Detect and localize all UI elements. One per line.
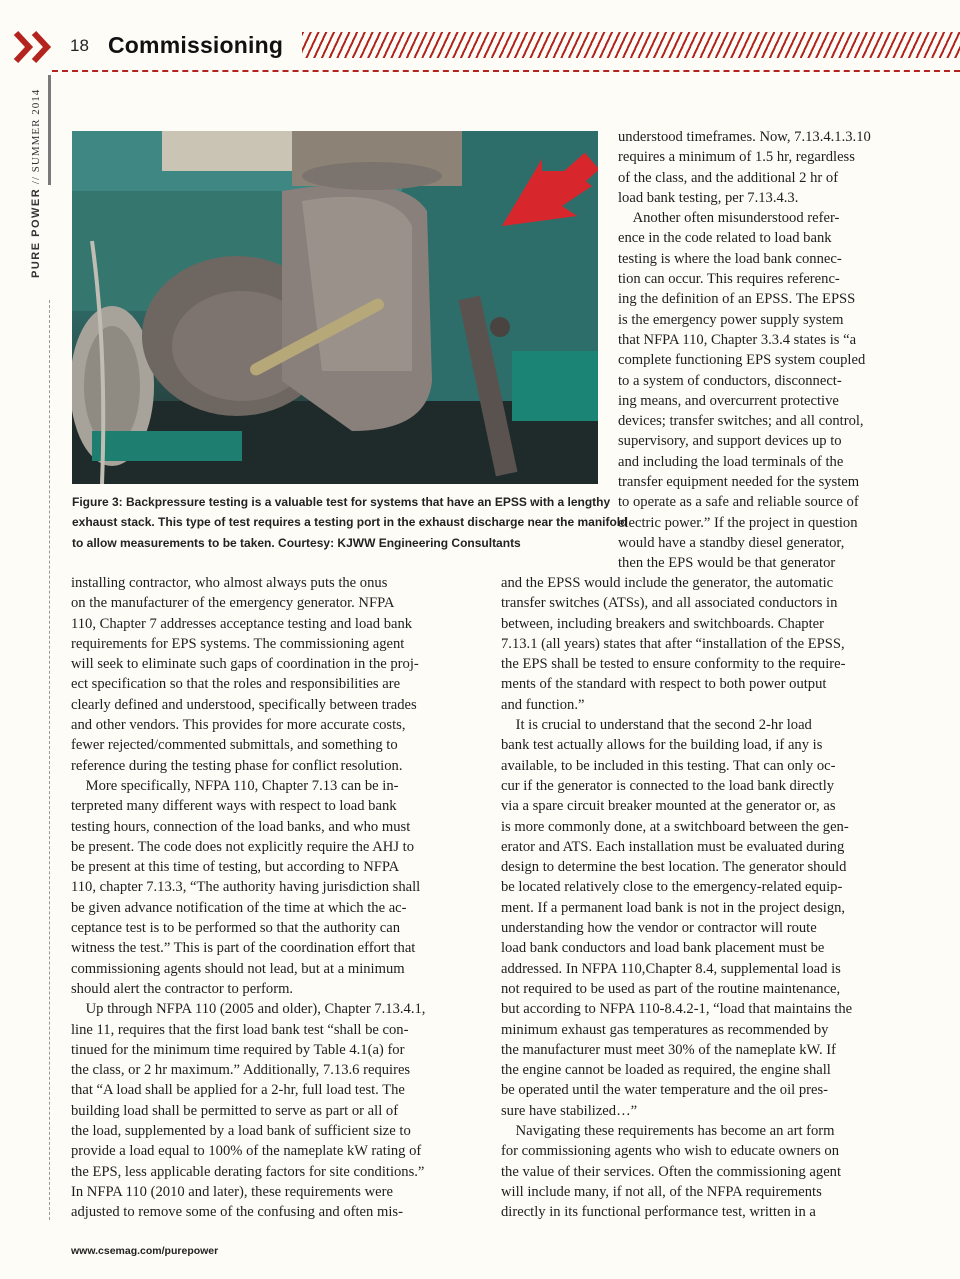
footer-url: www.csemag.com/purepower <box>71 1245 219 1257</box>
text-line: 110, chapter 7.13.3, “The authority having jurisdiction shall <box>71 879 421 896</box>
text-line: sure have stabilized…” <box>501 1102 638 1119</box>
text-line: It is crucial to understand that the second 2-hr load <box>501 717 812 734</box>
text-line: for commissioning agents who wish to educate owners on <box>501 1143 840 1160</box>
header-hatch-decoration <box>302 32 960 58</box>
text-line: the class, or 2 hr maximum.” Additionally, 7.13.6 requires <box>71 1062 411 1079</box>
text-line: be given advance notification of the time at which the ac- <box>71 899 407 916</box>
text-line: commissioning agents should not lead, but at a minimum <box>71 960 405 977</box>
publication-name: PURE POWER <box>30 187 42 278</box>
text-line: to a system of conductors, disconnect- <box>618 372 842 389</box>
text-line: electric power.” If the project in question <box>618 514 858 531</box>
text-line: ence in the code related to load bank <box>618 230 832 247</box>
text-line: ceptance test is to be performed so that the authority can <box>71 920 401 937</box>
text-line: cur if the generator is connected to the load bank directly <box>501 777 835 794</box>
text-line: the load, supplemented by a load bank of sufficient size to <box>71 1123 411 1140</box>
text-line: ment. If a permanent load bank is not in the project design, <box>501 899 846 916</box>
text-line: 110, Chapter 7 addresses acceptance testing and load bank <box>71 615 413 632</box>
text-line: erator and ATS. Each installation must be evaluated during <box>501 838 845 855</box>
side-dashed-rule <box>49 300 50 1220</box>
text-line: that “A load shall be applied for a 2-hr, full load test. The <box>71 1082 405 1099</box>
text-line: load bank conductors and load bank placement must be <box>501 940 825 957</box>
text-line: and function.” <box>501 696 585 713</box>
exhaust-photo-illustration <box>72 131 598 484</box>
text-line: building load shall be permitted to serve as part or all of <box>71 1102 399 1119</box>
text-line: reference during the testing phase for conflict resolution. <box>71 757 403 774</box>
text-line: fewer rejected/commented submittals, and something to <box>71 737 398 754</box>
text-line: transfer switches (ATSs), and all associated conductors in <box>501 595 838 612</box>
text-line: directly in its functional performance test, written in a <box>501 1204 816 1221</box>
caption-line: exhaust stack. This type of test requires a testing port in the exhaust discharge near the manifold <box>72 515 628 530</box>
text-line: ing the definition of an EPSS. The EPSS <box>618 291 856 308</box>
text-line: load bank testing, per 7.13.4.3. <box>618 189 799 206</box>
text-line: line 11, requires that the first load bank test “shall be con- <box>71 1021 409 1038</box>
text-line: requires a minimum of 1.5 hr, regardless <box>618 149 855 166</box>
text-line: via a spare circuit breaker mounted at the generator or, as <box>501 798 836 815</box>
figure-photo-exhaust-manifold <box>72 131 598 484</box>
text-line: is more commonly done, at a switchboard between the gen- <box>501 818 849 835</box>
figure-caption <box>72 492 628 553</box>
text-line: testing is where the load bank connec- <box>618 250 842 267</box>
text-line: understanding how the vendor or contractor will route <box>501 920 817 937</box>
text-line: requirements for EPS systems. The commissioning agent <box>71 635 405 652</box>
text-line: ing means, and overcurrent protective <box>618 392 839 409</box>
text-line: understood timeframes. Now, 7.13.4.1.3.10 <box>618 129 871 145</box>
text-line: to operate as a safe and reliable source of <box>618 494 859 511</box>
caption-line: Figure 3: Backpressure testing is a valuable test for systems that have an EPSS with a lengthy <box>72 495 611 509</box>
issue-label: // SUMMER 2014 <box>30 88 42 185</box>
text-line: would have a standby diesel generator, <box>618 534 845 551</box>
text-line: ments of the standard with respect to both power output <box>501 676 827 693</box>
header-divider <box>52 70 960 72</box>
text-line: Another often misunderstood refer- <box>618 210 840 227</box>
article-text-left <box>71 573 425 1223</box>
text-line: not required to be used as part of the routine maintenance, <box>501 980 841 997</box>
text-line: installing contractor, who almost always puts the onus <box>71 575 388 591</box>
text-line: Navigating these requirements has become an art form <box>501 1123 835 1140</box>
text-line: provide a load equal to 100% of the nameplate kW rating of <box>71 1143 422 1160</box>
text-line: the engine cannot be loaded as required, the engine shall <box>501 1062 831 1079</box>
text-line: then the EPS would be that generator <box>618 555 836 572</box>
text-line: and including the load terminals of the <box>618 453 844 470</box>
caption-line: to allow measurements to be taken. Courtesy: KJWW Engineering Consultants <box>72 535 521 550</box>
text-line: the EPS, less applicable derating factors for site conditions.” <box>71 1163 425 1180</box>
text-line: More specifically, NFPA 110, Chapter 7.13 can be in- <box>71 777 399 794</box>
text-line: testing hours, connection of the load banks, and who must <box>71 818 411 835</box>
text-line: supervisory, and support devices up to <box>618 433 842 450</box>
side-publication-label <box>30 89 42 278</box>
text-line: but according to NFPA 110-8.4.2-1, “load that maintains the <box>501 1001 853 1018</box>
text-line: that NFPA 110, Chapter 3.3.4 states is “a <box>618 331 857 348</box>
text-line: devices; transfer switches; and all control, <box>618 413 864 430</box>
text-line: should alert the contractor to perform. <box>71 980 294 997</box>
double-chevron-icon <box>12 30 62 64</box>
text-line: terpreted many different ways with respect to load bank <box>71 798 397 815</box>
article-text-right-top <box>618 127 871 574</box>
text-line: ect specification so that the roles and responsibilities are <box>71 676 401 693</box>
text-line: the EPS shall be tested to ensure conformity to the require- <box>501 656 846 673</box>
text-line: be located relatively close to the emergency-related equip- <box>501 879 843 896</box>
text-line: and the EPSS would include the generator, the automatic <box>501 575 834 591</box>
text-line: clearly defined and understood, specifically between trades <box>71 696 417 713</box>
text-line: of the class, and the additional 2 hr of <box>618 169 839 186</box>
text-line: adjusted to remove some of the confusing and often mis- <box>71 1204 403 1221</box>
text-line: on the manufacturer of the emergency generator. NFPA <box>71 595 395 612</box>
text-line: will seek to eliminate such gaps of coordination in the proj- <box>71 656 419 673</box>
page-number: 18 <box>70 36 89 55</box>
text-line: witness the test.” This is part of the coordination effort that <box>71 940 416 957</box>
text-line: In NFPA 110 (2010 and later), these requirements were <box>71 1183 393 1200</box>
text-line: tinued for the minimum time required by Table 4.1(a) for <box>71 1041 405 1058</box>
text-line: will include many, if not all, of the NFPA requirements <box>501 1183 822 1200</box>
text-line: bank test actually allows for the building load, if any is <box>501 737 823 754</box>
text-line: be present at this time of testing, but according to NFPA <box>71 859 400 876</box>
text-line: Up through NFPA 110 (2005 and older), Chapter 7.13.4.1, <box>71 1001 426 1018</box>
text-line: design to determine the best location. The generator should <box>501 859 847 876</box>
text-line: be operated until the water temperature and the oil pres- <box>501 1082 829 1099</box>
section-title: Commissioning <box>108 32 284 58</box>
text-line: available, to be included in this testing. That can only oc- <box>501 757 836 774</box>
text-line: the manufacturer must meet 30% of the nameplate kW. If <box>501 1041 836 1058</box>
side-bar <box>48 75 51 185</box>
text-line: minimum exhaust gas temperatures as recommended by <box>501 1021 829 1038</box>
page-header <box>0 30 960 64</box>
text-line: addressed. In NFPA 110,Chapter 8.4, supplemental load is <box>501 960 841 977</box>
text-line: 7.13.1 (all years) states that after “installation of the EPSS, <box>501 635 845 652</box>
text-line: is the emergency power supply system <box>618 311 844 328</box>
text-line: tion can occur. This requires referenc- <box>618 271 840 288</box>
text-line: transfer equipment needed for the system <box>618 474 860 491</box>
text-line: between, including breakers and switchboards. Chapter <box>501 615 824 632</box>
article-text-right-bottom <box>501 573 852 1223</box>
text-line: the value of their services. Often the commissioning agent <box>501 1163 842 1180</box>
text-line: complete functioning EPS system coupled <box>618 352 866 369</box>
text-line: be present. The code does not explicitly require the AHJ to <box>71 838 414 855</box>
text-line: and other vendors. This provides for more accurate costs, <box>71 717 406 734</box>
